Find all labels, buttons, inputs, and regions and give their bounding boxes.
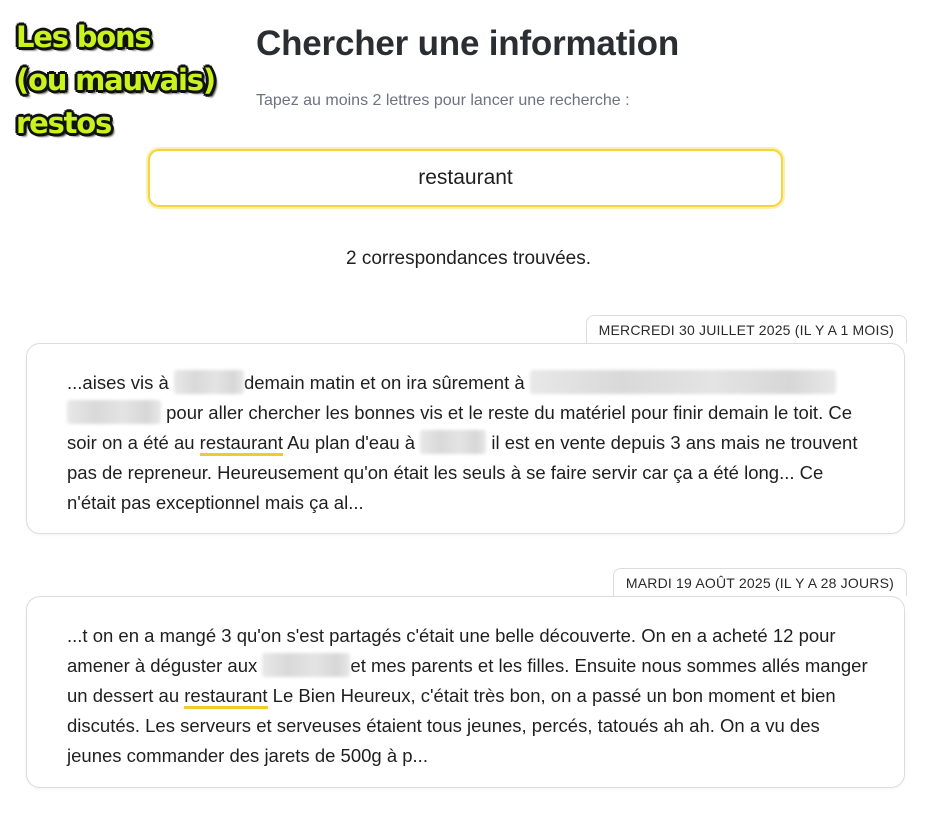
result-excerpt: ...aises vis à demain matin et on ira sûrement à pour aller chercher les bonnes vis et le reste du matériel pour finir demain le toit. Ce soir on a été au restaurant Au plan d'eau à il est en vente depuis 3 ans mais ne trouvent pas de repreneur. Heureusement qu'on était les seuls à se faire servir car ça a été long... Ce n'était pas exceptionnel mais ça al... xyxy=(67,372,858,513)
result-card[interactable] xyxy=(26,343,905,534)
result-excerpt: ...t on en a mangé 3 qu'on s'est partagés c'était une belle découverte. On en a acheté 12 pour amener à déguster aux et mes parents et les filles. Ensuite nous sommes allés manger un dessert au restaurant Le Bien Heureux, c'était très bon, on a passé un bon moment et bien discutés. Les serveurs et serveuses étaient tous jeunes, percés, tatoués ah ah. On a vu des jeunes commander des jarets de 500g à p... xyxy=(67,625,868,766)
overlay-line: (ou mauvais) xyxy=(16,63,215,97)
search-instructions: Tapez au moins 2 lettres pour lancer une recherche : xyxy=(256,92,630,109)
overlay-line: Les bons xyxy=(16,20,151,54)
overlay-caption xyxy=(16,16,215,145)
results-count: 2 correspondances trouvées. xyxy=(345,248,592,269)
search-highlight: restaurant xyxy=(184,685,267,709)
redacted-text xyxy=(420,430,486,454)
result-date: MARDI 19 AOÛT 2025 (IL Y A 28 JOURS) xyxy=(613,568,907,596)
overlay-line: restos xyxy=(16,106,112,140)
search-highlight: restaurant xyxy=(200,432,283,456)
redacted-text xyxy=(67,400,161,424)
result-card[interactable] xyxy=(26,596,905,788)
redacted-text xyxy=(174,370,244,394)
page-title: Chercher une information xyxy=(256,24,680,63)
result-date: MERCREDI 30 JUILLET 2025 (IL Y A 1 MOIS) xyxy=(586,315,907,343)
redacted-text xyxy=(530,370,836,394)
redacted-text xyxy=(262,653,350,677)
search-field xyxy=(148,149,783,207)
search-input[interactable] xyxy=(150,151,781,205)
